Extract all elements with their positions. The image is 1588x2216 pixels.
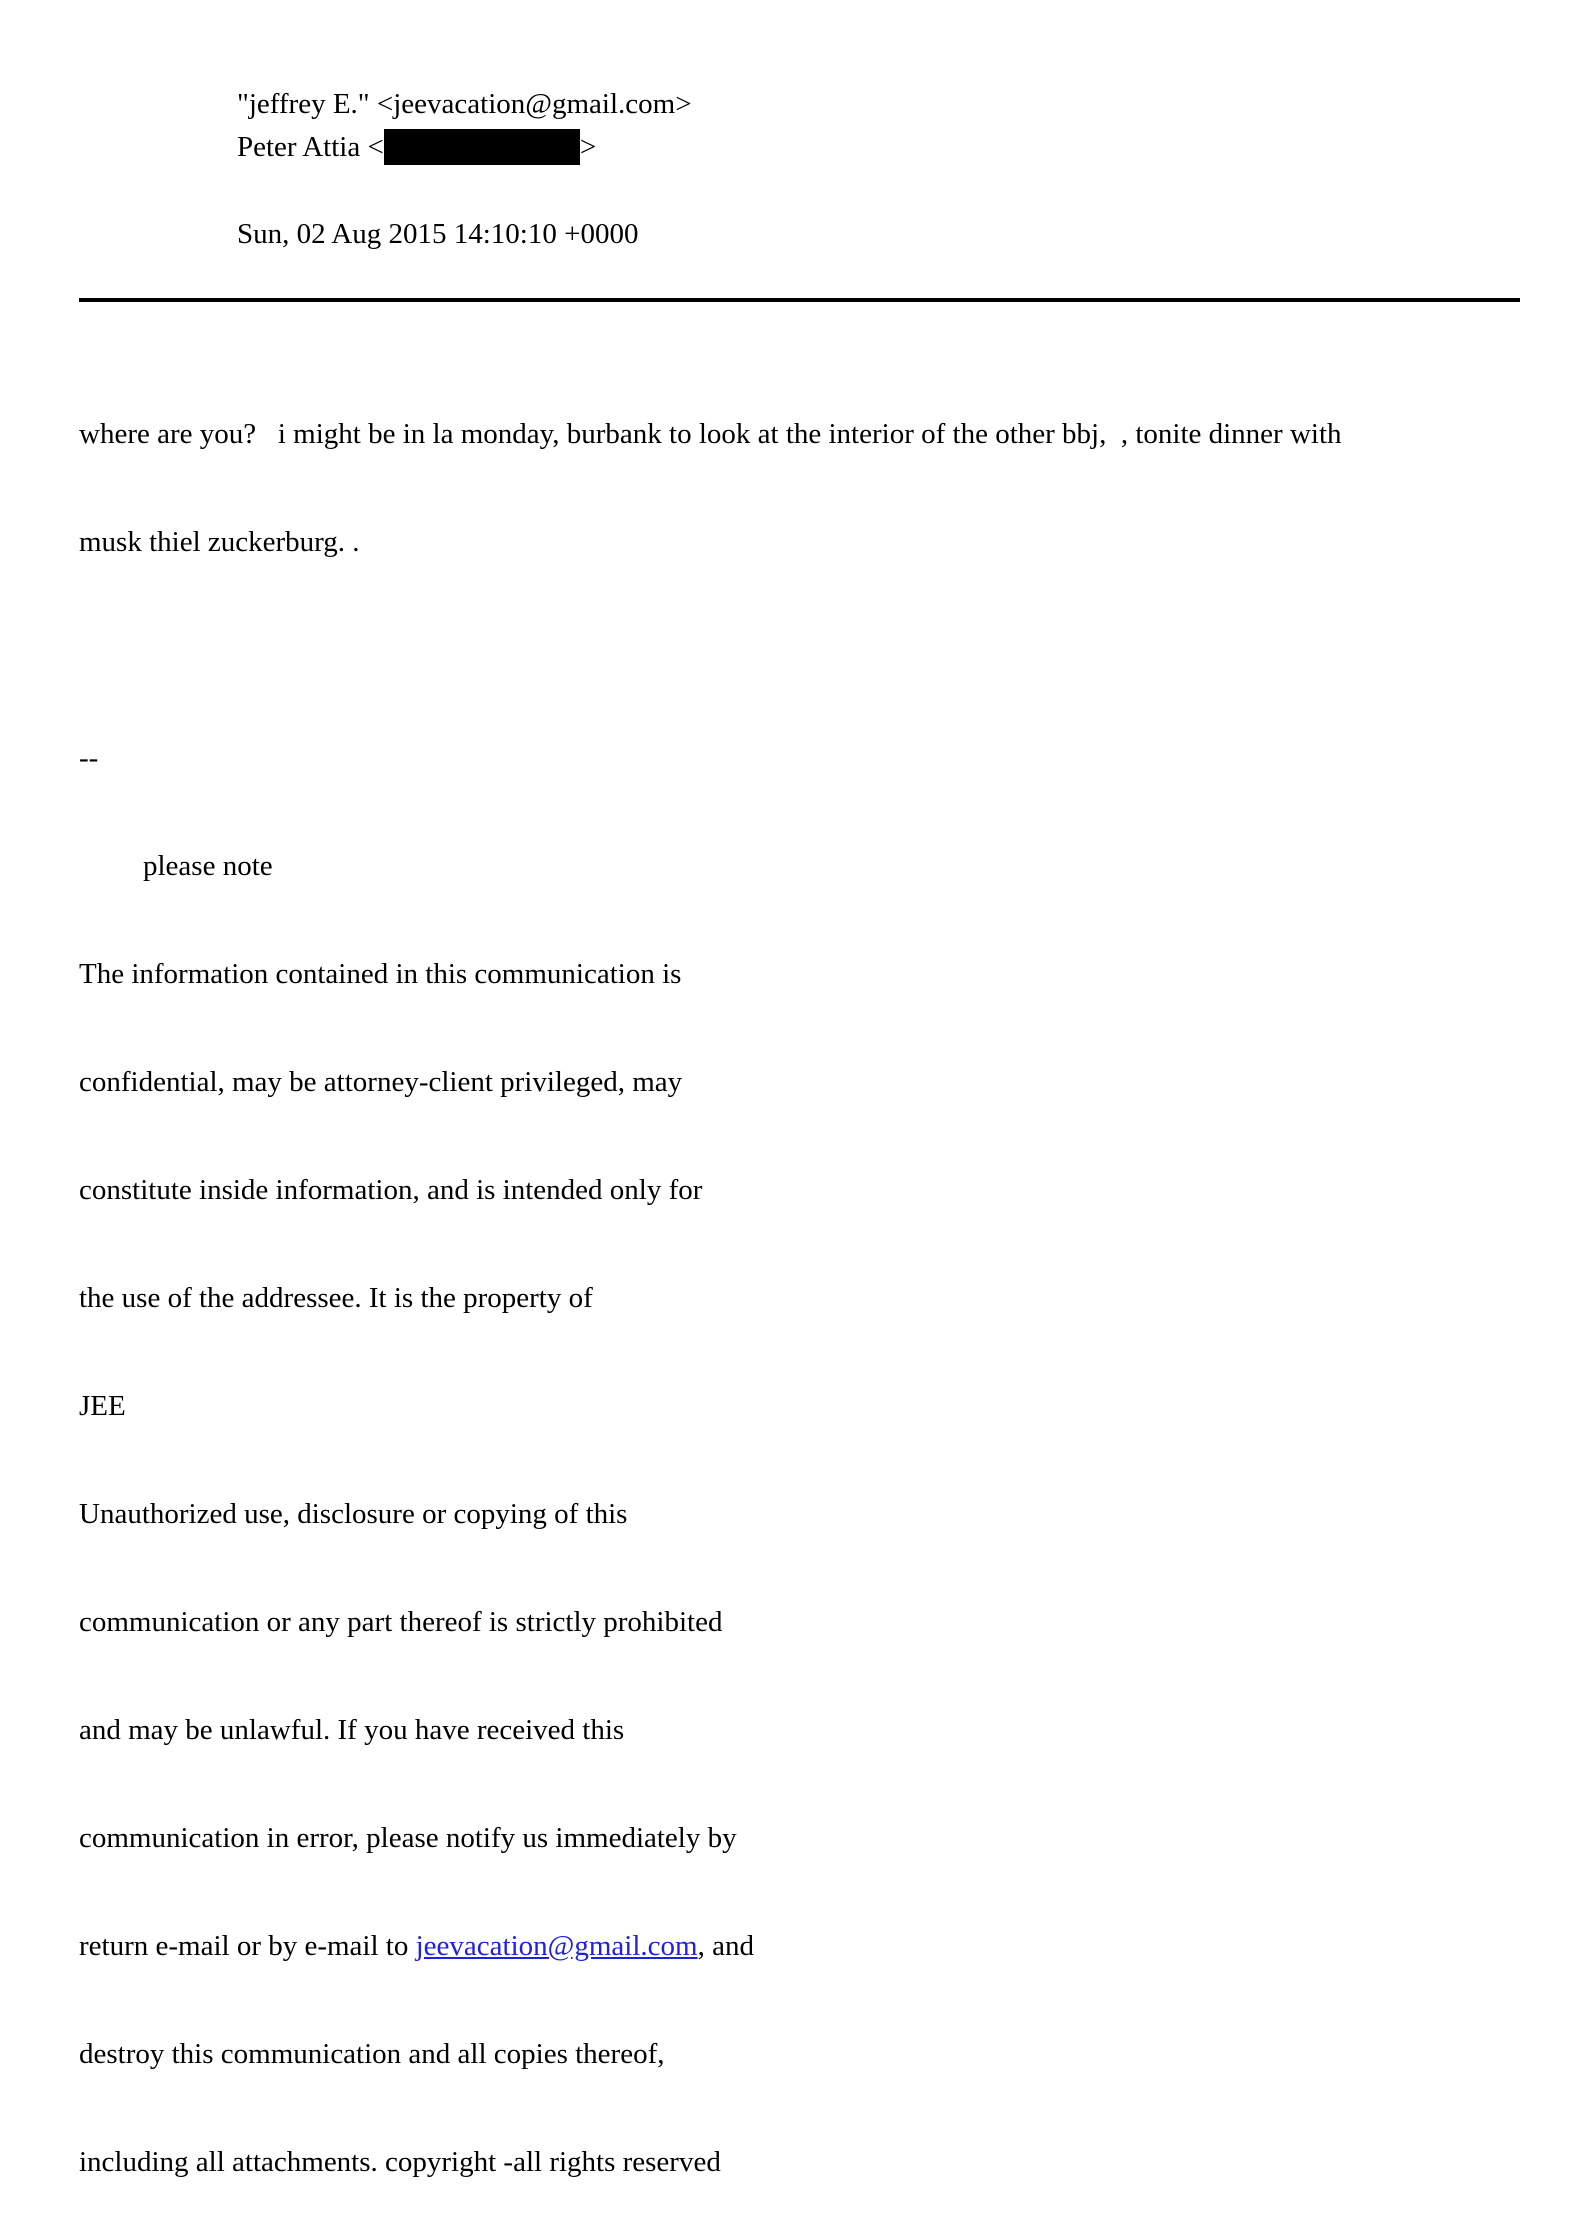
redaction-block: [384, 129, 580, 165]
body-line: where are you? i might be in la monday, burbank to look at the interior of the other bbj, , tonite dinner with: [79, 418, 1342, 450]
header-divider: [79, 298, 1520, 302]
disclaimer-line: communication or any part thereof is strictly prohibited: [79, 1606, 723, 1638]
disclaimer-line: confidential, may be attorney-client privileged, may: [79, 1066, 683, 1098]
disclaimer-line: Unauthorized use, disclosure or copying of this: [79, 1498, 628, 1530]
from-value: "jeffrey E." <jeevacation@gmail.com>: [237, 88, 692, 120]
signature-separator: --: [79, 742, 99, 774]
return-suffix: , and: [697, 1930, 754, 1962]
email-body: [79, 344, 1529, 2216]
please-note: please note: [143, 850, 273, 882]
disclaimer-line: The information contained in this communication is: [79, 958, 682, 990]
disclaimer-line: including all attachments. copyright -all rights reserved: [79, 2146, 721, 2178]
subject-row: [0, 171, 1200, 211]
to-row: [0, 127, 1200, 167]
disclaimer-line: the use of the addressee. It is the property of: [79, 1282, 593, 1314]
to-value: [237, 127, 596, 167]
disclaimer-line: destroy this communication and all copies thereof,: [79, 2038, 665, 2070]
disclaimer-line: JEE: [79, 1390, 126, 1422]
blank-line: [79, 632, 1529, 668]
email-link[interactable]: jeevacation@gmail.com: [415, 1930, 698, 1962]
body-line: musk thiel zuckerburg. .: [79, 526, 360, 558]
date-row: [0, 214, 1200, 254]
to-name: Peter Attia <: [237, 131, 384, 163]
disclaimer-line-with-link: [79, 1928, 1529, 1964]
disclaimer-line: constitute inside information, and is intended only for: [79, 1174, 703, 1206]
disclaimer-line: and may be unlawful. If you have received this: [79, 1714, 625, 1746]
disclaimer-line: communication in error, please notify us immediately by: [79, 1822, 737, 1854]
date-value: Sun, 02 Aug 2015 14:10:10 +0000: [237, 218, 639, 250]
to-close: >: [579, 131, 597, 163]
from-row: [0, 84, 1200, 124]
return-prefix: return e-mail or by e-mail to: [79, 1930, 416, 1962]
